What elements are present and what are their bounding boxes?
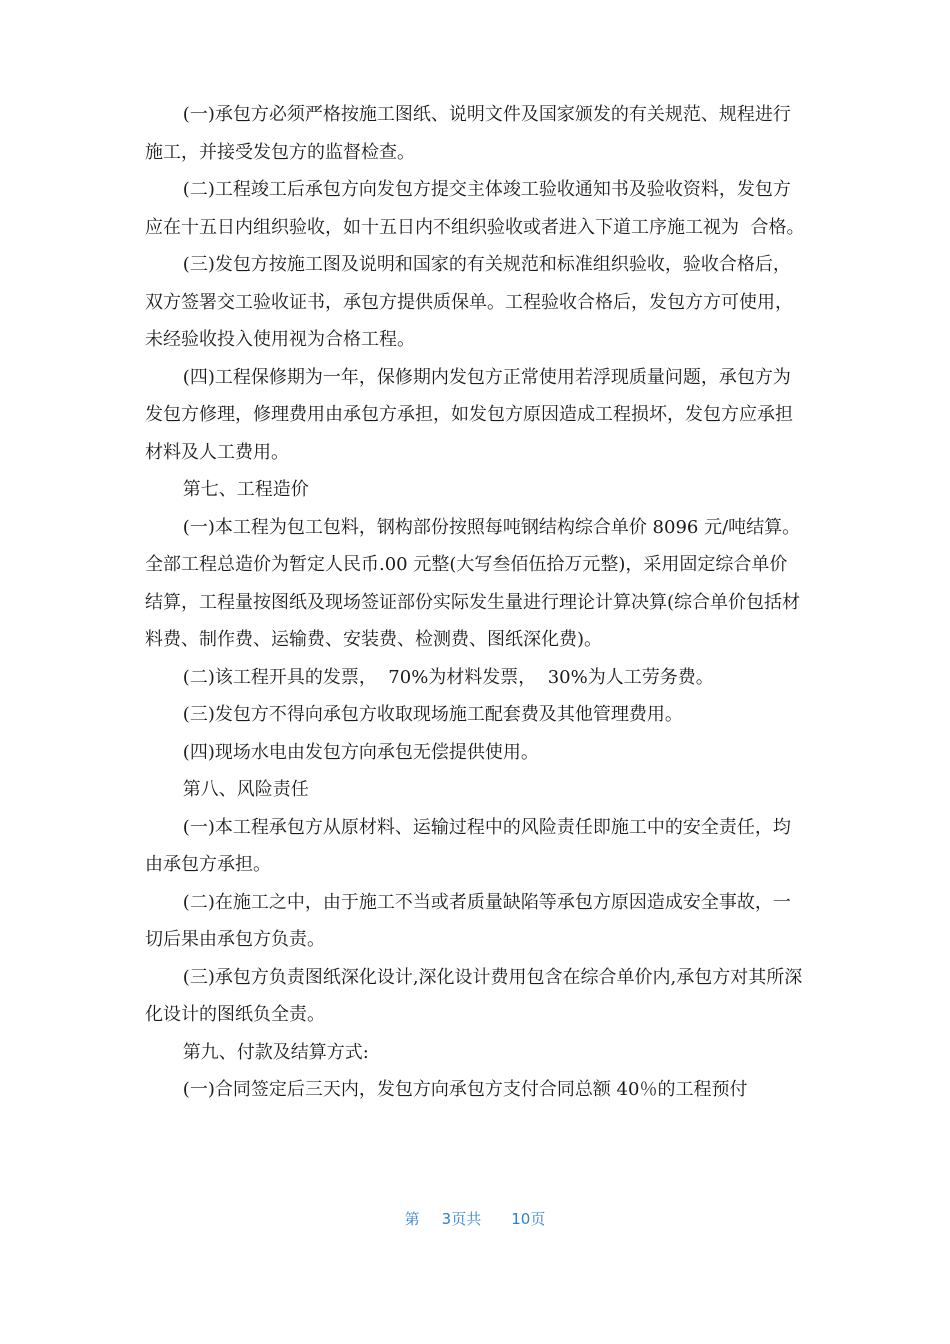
paragraph-10: (二)在施工之中，由于施工不当或者质量缺陷等承包方原因造成安全事故，一切后果由承包方负责。	[145, 891, 791, 950]
paragraph-9: (一)本工程承包方从原材料、运输过程中的风险责任即施工中的安全责任，均由承包方承担。	[145, 816, 791, 875]
footer-total-pages: 10	[511, 1210, 531, 1228]
paragraph-3: (三)发包方按施工图及说明和国家的有关规范和标准组织验收，验收合格后，双方签署交工验收证书，承包方提供质保单。工程验收合格后，发包方方可使用，未经验收投入使用视为合格工程。	[145, 254, 793, 350]
section-heading-8: 第八、风险责任	[182, 779, 309, 800]
paragraph-12: (一)合同签定后三天内，发包方向承包方支付合同总额 40％的工程预付	[182, 1079, 748, 1100]
section-heading-9: 第九、付款及结算方式:	[182, 1041, 369, 1063]
paragraph-6: (二)该工程开具的发票， 70%为材料发票， 30%为人工劳务费。	[182, 666, 714, 688]
paragraph-7: (三)发包方不得向承包方收取现场施工配套费及其他管理费用。	[182, 704, 683, 725]
footer-middle: 页共	[451, 1210, 482, 1228]
paragraph-5: (一)本工程为包工包料，钢构部份按照每吨钢结构综合单价 8096 元/吨结算。全部工程总造价为暂定人民币.00 元整(大写叁佰伍拾万元整)，采用固定综合单价结算，工程量按图纸及现场签证部份实际发生量进行理论计算决算(综合单价包括材料费、制作费、运输费、安装费、检测费、图纸深化费)。	[145, 516, 801, 650]
footer-suffix: 页	[530, 1210, 546, 1228]
page-footer	[0, 1208, 950, 1229]
paragraph-4: (四)工程保修期为一年，保修期内发包方正常使用若浮现质量问题，承包方为发包方修理，修理费用由承包方承担，如发包方原因造成工程损坏，发包方应承担材料及人工费用。	[145, 366, 793, 463]
footer-page-number: 3	[441, 1210, 452, 1228]
section-heading-7: 第七、工程造价	[182, 479, 309, 500]
paragraph-8: (四)现场水电由发包方向承包无偿提供使用。	[182, 741, 539, 763]
paragraph-1: (一)承包方必须严格按施工图纸、说明文件及国家颁发的有关规范、规程进行施工，并接受发包方的监督检查。	[145, 104, 791, 163]
footer-prefix: 第	[404, 1210, 420, 1228]
paragraph-2: (二)工程竣工后承包方向发包方提交主体竣工验收通知书及验收资料，发包方应在十五日内组织验收，如十五日内不组织验收或者进入下道工序施工视为 合格。	[145, 179, 805, 238]
paragraph-11: (三)承包方负责图纸深化设计,深化设计费用包含在综合单价内,承包方对其所深化设计的图纸负全责。	[145, 966, 803, 1025]
document-body	[145, 96, 805, 1109]
